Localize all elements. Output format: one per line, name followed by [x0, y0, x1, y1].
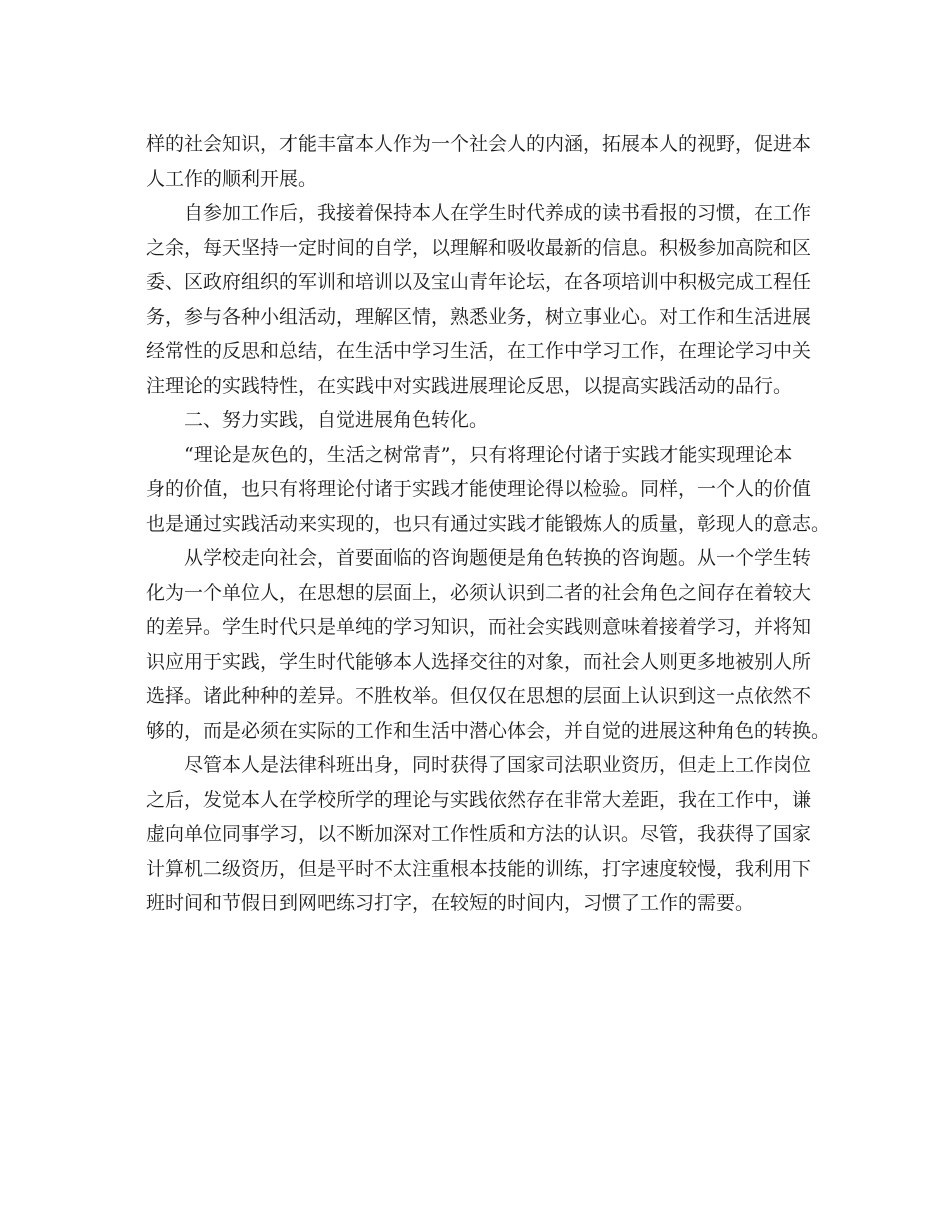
text-line: 委、区政府组织的军训和培训以及宝山青年论坛，在各项培训中积极完成工程任 [146, 271, 812, 293]
text-line: 人工作的顺利开展。 [146, 167, 318, 190]
text-line: 样的社会知识，才能丰富本人作为一个社会人的内涵，拓展本人的视野，促进本 [146, 133, 812, 155]
text-line: 够的，而是必须在实际的工作和生活中潜心体会，并自觉的进展这种角色的转换。 [146, 719, 831, 742]
text-line: 之后，发觉本人在学校所学的理论与实践依然存在非常大差距，我在工作中，谦 [146, 788, 812, 811]
text-line: 班时间和节假日到网吧练习打字，在较短的时间内，习惯了工作的需要。 [146, 892, 755, 914]
text-line: 虚向单位同事学习，以不断加深对工作性质和方法的认识。尽管，我获得了国家 [146, 823, 812, 845]
text-line: 的差异。学生时代只是单纯的学习知识，而社会实践则意味着接着学习，并将知 [146, 616, 812, 638]
text-line: “理论是灰色的，生活之树常青”，只有将理论付诸于实践才能实现理论本 [146, 443, 793, 466]
document-body [146, 127, 831, 921]
text-line: 计算机二级资历，但是平时不太注重根本技能的训练，打字速度较慢，我利用下 [146, 857, 812, 880]
text-line: 注理论的实践特性，在实践中对实践进展理论反思，以提高实践活动的品行。 [146, 374, 793, 397]
section-heading: 二、努力实践，自觉进展角色转化。 [146, 409, 489, 431]
text-line: 身的价值，也只有将理论付诸于实践才能使理论得以检验。同样，一个人的价值 [146, 478, 812, 500]
text-line: 尽管本人是法律科班出身，同时获得了国家司法职业资历，但走上工作岗位 [146, 754, 812, 776]
text-line: 自参加工作后，我接着保持本人在学生时代养成的读书看报的习惯，在工作 [146, 202, 812, 224]
text-line: 从学校走向社会，首要面临的咨询题便是角色转换的咨询题。从一个学生转 [146, 547, 812, 569]
text-line: 之余，每天坚持一定时间的自学，以理解和吸收最新的信息。积极参加高院和区 [146, 236, 812, 259]
text-line: 务，参与各种小组活动，理解区情，熟悉业务，树立事业心。对工作和生活进展 [146, 305, 812, 328]
text-line: 选择。诸此种种的差异。不胜枚举。但仅仅在思想的层面上认识到这一点依然不 [146, 685, 812, 707]
text-line: 也是通过实践活动来实现的，也只有通过实践才能锻炼人的质量，彰现人的意志。 [146, 512, 831, 535]
text-line: 识应用于实践，学生时代能够本人选择交往的对象，而社会人则更多地被别人所 [146, 650, 812, 673]
text-line: 化为一个单位人，在思想的层面上，必须认识到二者的社会角色之间存在着较大 [146, 581, 812, 604]
text-line: 经常性的反思和总结，在生活中学习生活，在工作中学习工作，在理论学习中关 [146, 340, 812, 362]
